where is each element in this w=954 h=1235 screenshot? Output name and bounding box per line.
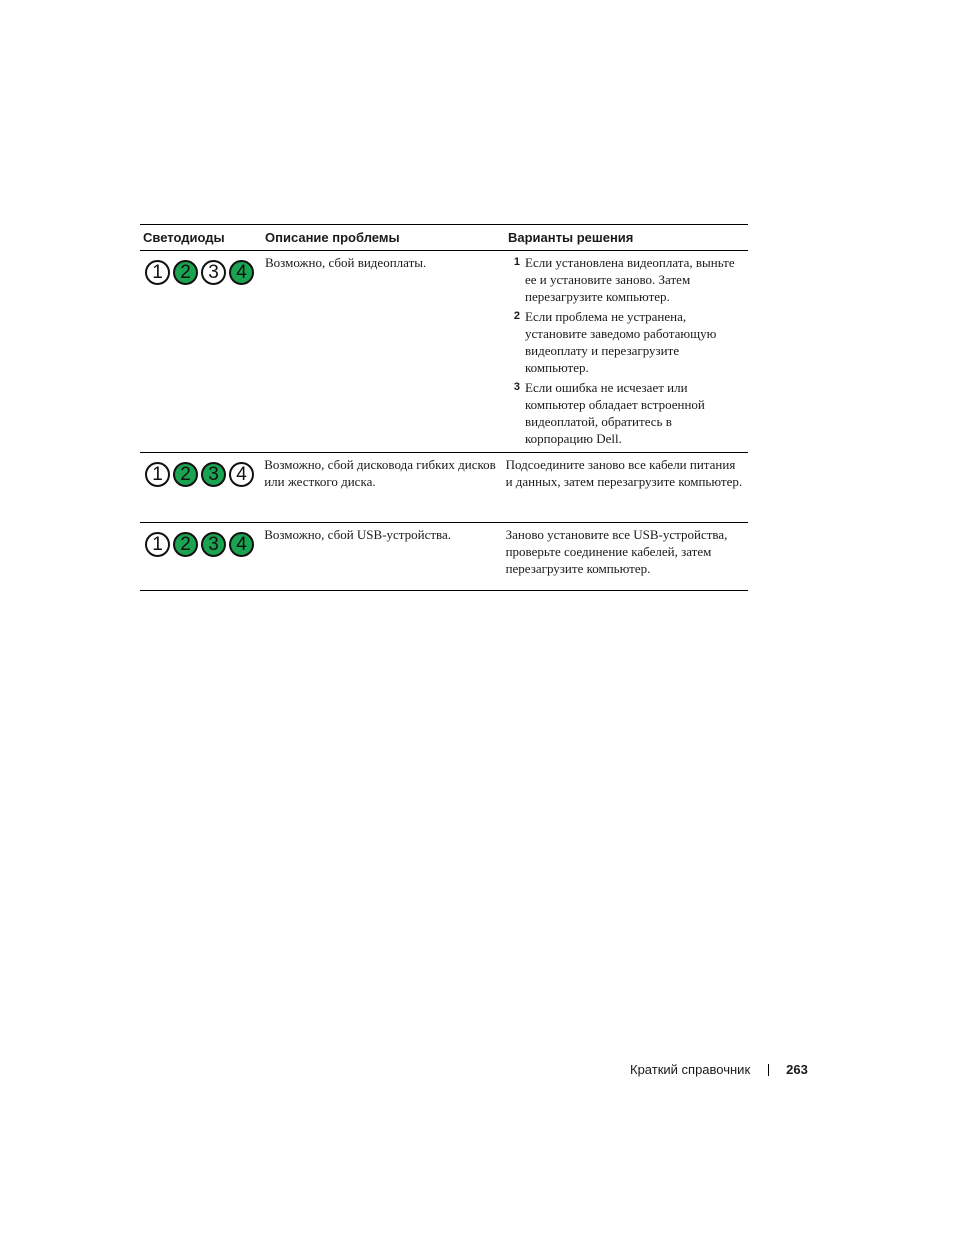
led-2-icon: 2 bbox=[173, 260, 198, 285]
led-4-icon: 4 bbox=[229, 260, 254, 285]
solution-cell: Заново установите все USB-устройства, проверьте соединение кабелей, затем перезагрузите компьютер. bbox=[505, 527, 728, 576]
description-cell: Возможно, сбой дисковода гибких дисков или жесткого диска. bbox=[264, 457, 496, 489]
led-cell bbox=[140, 254, 265, 452]
solution-cell: Подсоедините заново все кабели питания и данных, затем перезагрузите компьютер. bbox=[505, 457, 743, 489]
description-cell: Возможно, сбой USB-устройства. bbox=[264, 527, 452, 542]
header-solutions: Варианты решения bbox=[508, 230, 634, 245]
page-footer bbox=[630, 1062, 808, 1077]
solution-cell bbox=[508, 254, 748, 452]
led-1-icon: 1 bbox=[145, 532, 170, 557]
step-number: 2 bbox=[513, 310, 520, 322]
step-number: 1 bbox=[513, 256, 520, 268]
led-2-icon: 2 bbox=[173, 532, 198, 557]
description-cell: Возможно, сбой видеоплаты. bbox=[265, 255, 427, 270]
list-item bbox=[508, 254, 748, 305]
led-indicator-group bbox=[143, 254, 265, 285]
footer-divider bbox=[768, 1064, 769, 1076]
page-number: 263 bbox=[786, 1062, 808, 1077]
led-indicator-group bbox=[143, 456, 264, 487]
list-item bbox=[508, 379, 748, 447]
footer-section-title: Краткий справочник bbox=[630, 1062, 751, 1077]
step-text: Если ошибка не исчезает или компьютер обладает встроенной видеоплатой, обратитесь в корпорацию Dell. bbox=[525, 380, 705, 446]
table-row bbox=[140, 453, 748, 523]
led-2-icon: 2 bbox=[173, 462, 198, 487]
led-1-icon: 1 bbox=[145, 462, 170, 487]
led-3-icon: 3 bbox=[201, 532, 226, 557]
led-4-icon: 4 bbox=[229, 462, 254, 487]
header-leds: Светодиоды bbox=[143, 230, 225, 245]
header-description: Описание проблемы bbox=[265, 230, 400, 245]
led-cell bbox=[140, 526, 264, 590]
led-3-icon: 3 bbox=[201, 462, 226, 487]
led-diagnostics-table bbox=[140, 224, 748, 591]
table-row bbox=[140, 251, 748, 453]
step-number: 3 bbox=[513, 381, 520, 393]
table-row bbox=[140, 523, 748, 590]
table-header bbox=[140, 225, 748, 251]
led-3-icon: 3 bbox=[201, 260, 226, 285]
solution-steps bbox=[508, 254, 748, 447]
led-cell bbox=[140, 456, 264, 522]
led-1-icon: 1 bbox=[145, 260, 170, 285]
led-indicator-group bbox=[143, 526, 264, 557]
led-4-icon: 4 bbox=[229, 532, 254, 557]
step-text: Если проблема не устранена, установите заведомо работающую видеоплату и перезагрузите компьютер. bbox=[525, 309, 717, 375]
step-text: Если установлена видеоплата, выньте ее и установите заново. Затем перезагрузите компьютер. bbox=[525, 255, 735, 304]
list-item bbox=[508, 308, 748, 376]
